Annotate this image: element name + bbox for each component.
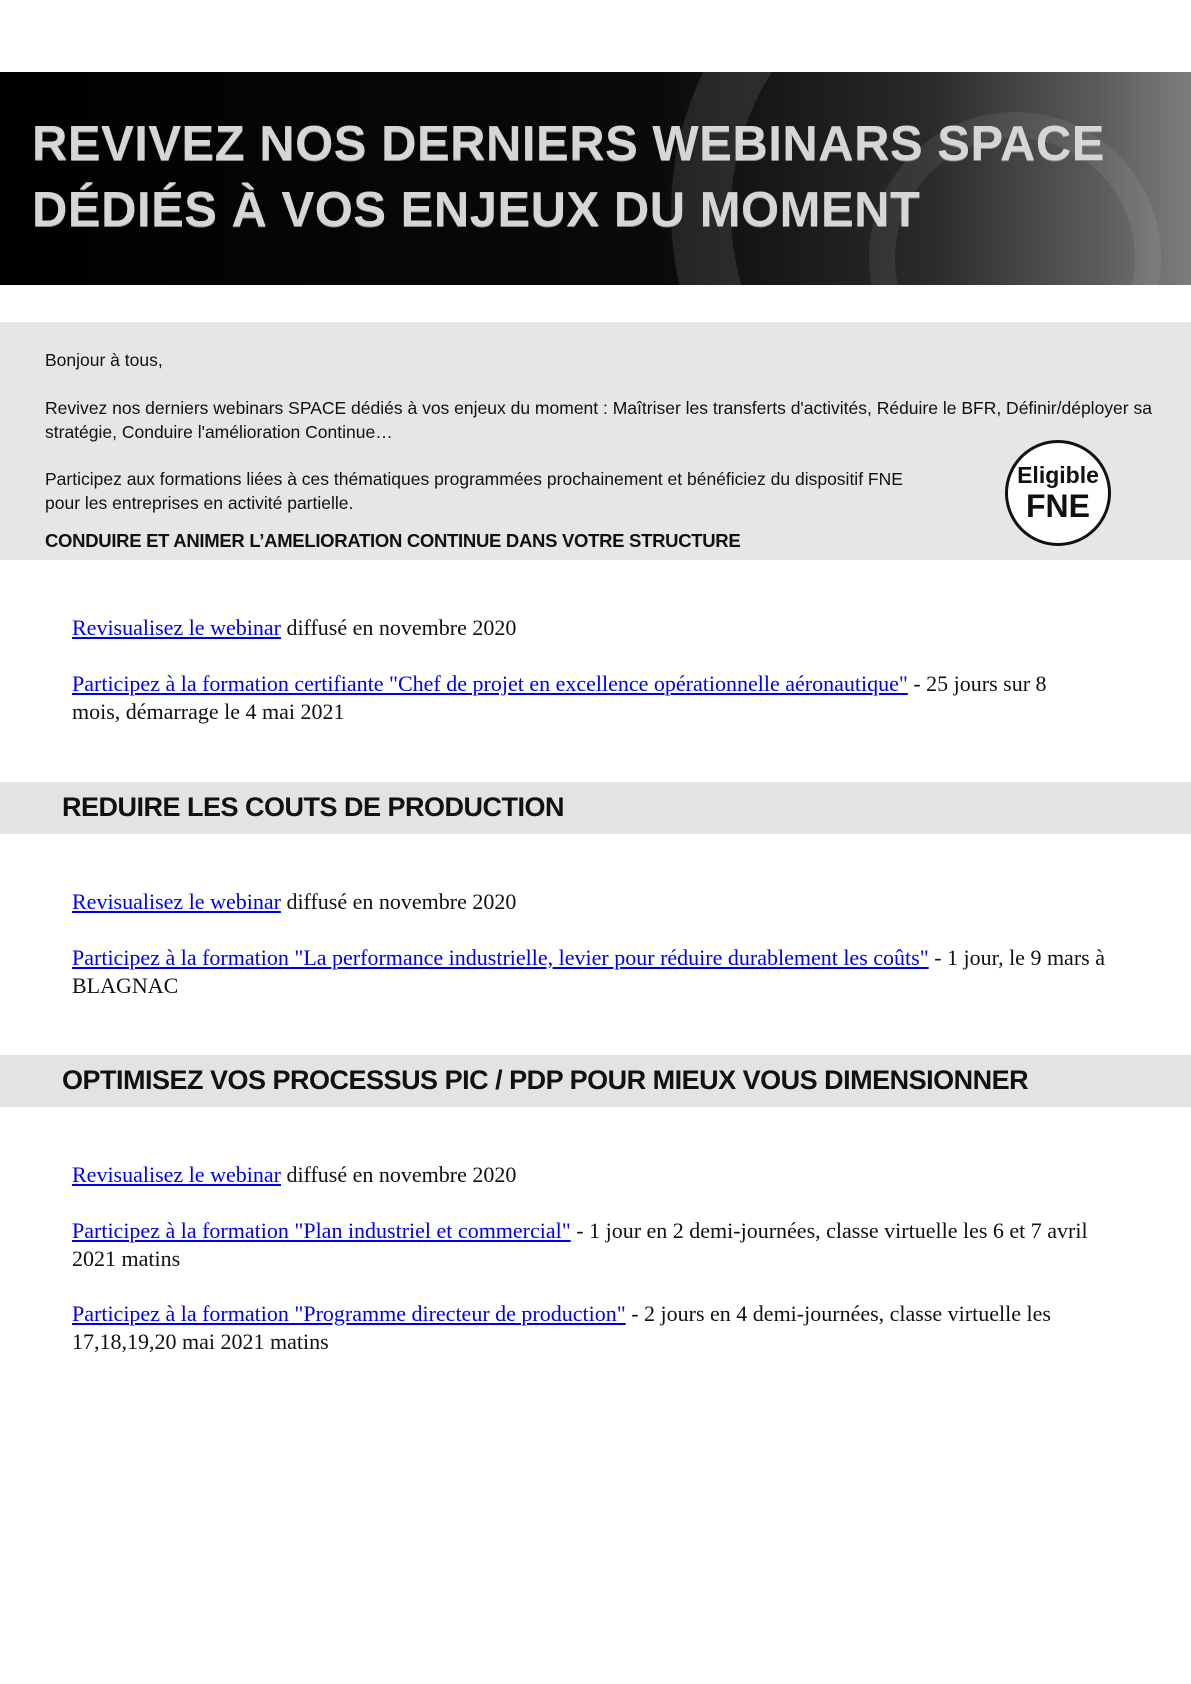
section-title: OPTIMISEZ VOS PROCESSUS PIC / PDP POUR MIEUX VOUS DIMENSIONNER [62,1065,1029,1095]
section-title-amelioration: CONDUIRE ET ANIMER L’AMELIORATION CONTINUE DANS VOTRE STRUCTURE [45,530,741,551]
banner-title-line-2: DÉDIÉS À VOS ENJEUX DU MOMENT [32,183,921,237]
banner-title-line-1: REVIVEZ NOS DERNIERS WEBINARS SPACE [32,117,1105,171]
hero-banner [0,72,1191,285]
item-detail: - 1 jour en 2 demi-journées, classe virtuelle les 6 et 7 avril 2021 matins [72,1218,1088,1271]
section-title: REDUIRE LES COUTS DE PRODUCTION [62,792,565,822]
webinar-link[interactable]: Revisualisez le webinar [72,1162,281,1187]
item-detail: diffusé en novembre 2020 [280,889,517,914]
formation-link[interactable]: Participez à la formation certifiante "Chef de projet en excellence opérationnelle aéronautique" [72,671,908,696]
formation-link[interactable]: Participez à la formation "Programme directeur de production" [72,1301,626,1326]
list-item [72,944,1122,1000]
list-item [72,1217,1122,1273]
badge-eligible: Eligible [1017,462,1099,488]
item-detail: - 2 jours en 4 demi-journées, classe virtuelle les 17,18,19,20 mai 2021 matins [72,1301,1051,1354]
list-item [72,888,1122,916]
item-detail: - 1 jour, le 9 mars à BLAGNAC [72,945,1105,998]
formation-link[interactable]: Participez à la formation "Plan industriel et commercial" [72,1218,571,1243]
eligible-fne-badge [1005,440,1111,546]
webinar-link[interactable]: Revisualisez le webinar [72,889,281,914]
greeting: Bonjour à tous, [45,350,163,370]
list-item [72,1300,1122,1356]
item-detail: diffusé en novembre 2020 [280,1162,517,1187]
section-header-pic-pdp [0,1055,1191,1107]
badge-fne: FNE [1026,488,1090,524]
intro-invite: Participez aux formations liées à ces thématiques programmées prochainement et bénéficiez du dispositif FNE pour les entreprises en activité partielle. [45,469,903,513]
item-detail: - 25 jours sur 8 mois, démarrage le 4 mai 2021 [72,671,1047,724]
list-item [72,614,1122,642]
webinar-link[interactable]: Revisualisez le webinar [72,615,281,640]
list-item [72,1161,1122,1189]
item-detail: diffusé en novembre 2020 [280,615,517,640]
section-header-couts [0,782,1191,834]
intro-lead: Revivez nos derniers webinars SPACE dédiés à vos enjeux du moment : Maîtriser les transferts d'activités, Réduire le BFR, Définir/déployer sa stratégie, Conduire l'amélioration Continue… [45,398,1152,442]
list-item [72,670,1052,726]
intro-box [0,322,1191,560]
formation-link[interactable]: Participez à la formation "La performance industrielle, levier pour réduire durablement les coûts" [72,945,929,970]
